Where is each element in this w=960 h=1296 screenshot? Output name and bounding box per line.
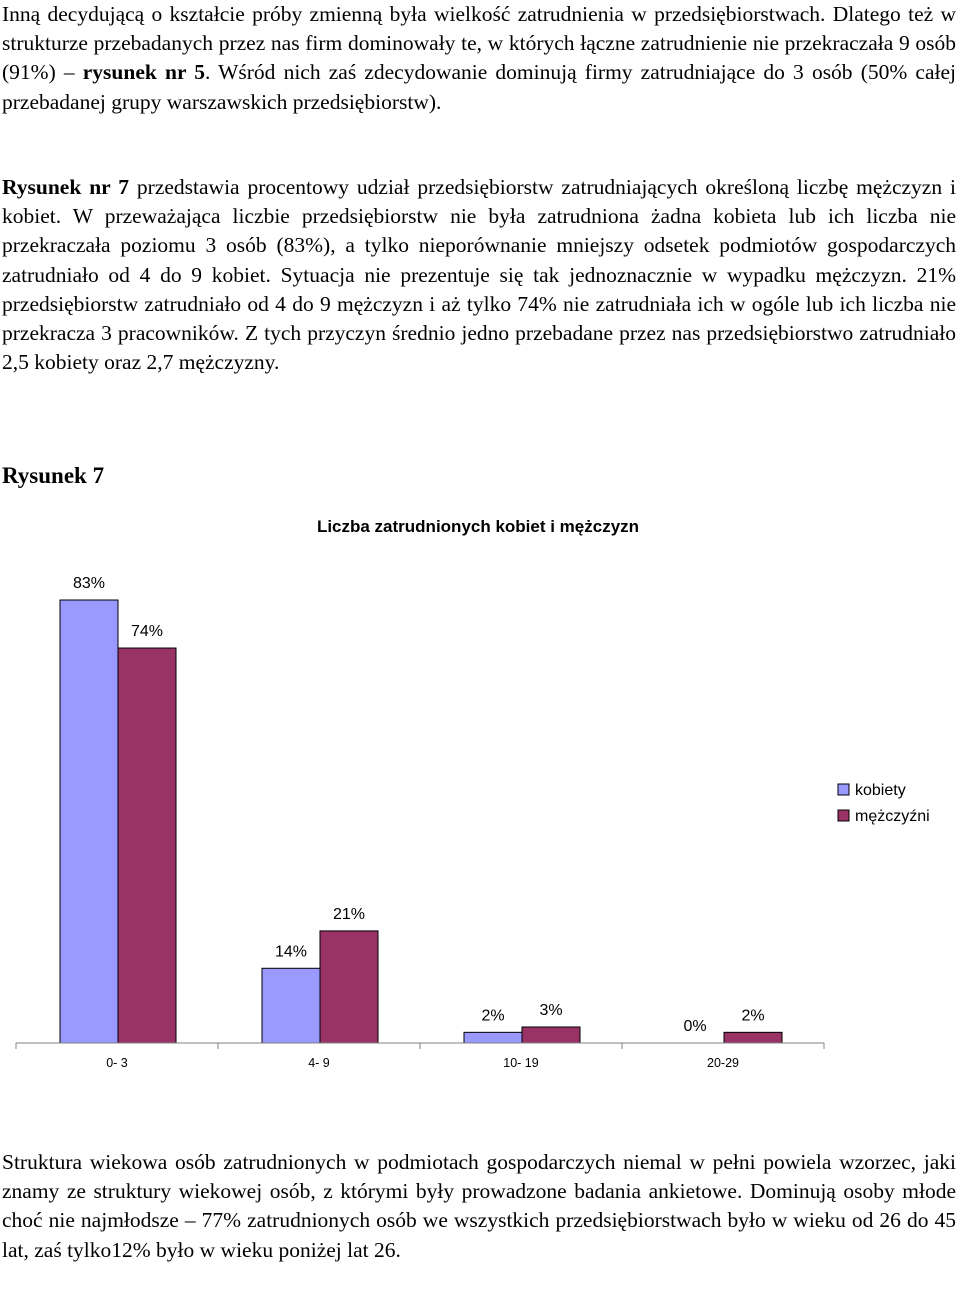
- value-label-men-2: 3%: [539, 1001, 563, 1019]
- legend-label-women: kobiety: [855, 782, 906, 799]
- bar-women-1: [262, 968, 320, 1043]
- figure-reference-7: Rysunek nr 7: [2, 175, 129, 199]
- value-label-men-3: 2%: [741, 1007, 765, 1025]
- figure-reference-5: rysunek nr 5: [82, 60, 205, 85]
- bar-men-0: [118, 648, 176, 1043]
- bar-men-2: [522, 1027, 580, 1043]
- legend-label-men: mężczyźni: [855, 808, 930, 825]
- legend-swatch-men: [838, 810, 849, 821]
- category-label-2: 10- 19: [503, 1056, 539, 1070]
- paragraph-1-text-cont: . Wśród nich zaś zdecydowanie dominują firmy zatrudniające do 3 osób (50% całej przebadanej grupy warszawskich przedsiębiorstw).: [2, 60, 956, 114]
- value-label-women-2: 2%: [481, 1007, 505, 1025]
- paragraph-2: [2, 173, 956, 377]
- value-label-women-1: 14%: [274, 943, 308, 961]
- value-label-women-3: 0%: [683, 1018, 707, 1035]
- bar-women-2: [464, 1032, 522, 1043]
- paragraph-3: Struktura wiekowa osób zatrudnionych w podmiotach gospodarczych niemal w pełni powiela wzorzec, jaki znamy ze struktury wiekowej osób, z którymi były prowadzone badania ankietowe. Dominują osoby młode choć nie najmłodsze – 77% zatrudnionych osób we wszystkich przedsiębiorstwach było w wieku od 26 do 45 lat, zaś tylko12% było w wieku poniżej lat 26.: [2, 1150, 956, 1262]
- value-label-men-0: 74%: [130, 623, 164, 641]
- category-label-3: 20-29: [707, 1056, 739, 1070]
- category-label-0: 0- 3: [106, 1056, 128, 1070]
- bar-men-1: [320, 931, 378, 1043]
- bar-women-0: [60, 600, 118, 1043]
- value-label-women-0: 83%: [72, 575, 106, 592]
- paragraph-2-text: przedstawia procentowy udział przedsiębiorstw zatrudniających określoną liczbę mężczyzn i kobiet. W przeważająca liczbie przedsiębiorstw nie była zatrudniona żadna kobieta lub ich liczba nie przekraczała poziomu 3 osób (83%), a tylko nieporównanie mniejszy odsetek podmiotów gospodarczych zatrudniało od 4 do 9 kobiet. Sytuacja nie prezentuje się tak jednoznacznie w wypadku mężczyzn. 21% przedsiębiorstw zatrudniało od 4 do 9 mężczyzn i aż tylko 74% nie zatrudniała ich w ogóle lub ich liczba nie przekracza 3 pracowników. Z tych przyczyn średnio jedno przebadane przez nas przedsiębiorstwo zatrudniało 2,5 kobiety oraz 2,7 mężczyzny.: [2, 175, 956, 375]
- category-label-1: 4- 9: [308, 1056, 330, 1070]
- paragraph-1-text: Inną decydującą o kształcie próby zmienną była wielkość zatrudnienia w przedsiębiorstwach. Dlatego też w strukturze przebadanych przez nas firm dominowały te, w których łączne zatrudnienie nie przekraczała 9 osób (91%) –: [2, 2, 956, 85]
- legend-swatch-women: [838, 784, 849, 795]
- paragraph-1: [2, 0, 956, 117]
- employment-bar-chart: [0, 500, 960, 1080]
- bar-men-3: [724, 1032, 782, 1043]
- chart-title: Liczba zatrudnionych kobiet i mężczyzn: [316, 517, 640, 536]
- value-label-men-1: 21%: [332, 905, 366, 923]
- figure-heading: Rysunek 7: [2, 463, 105, 488]
